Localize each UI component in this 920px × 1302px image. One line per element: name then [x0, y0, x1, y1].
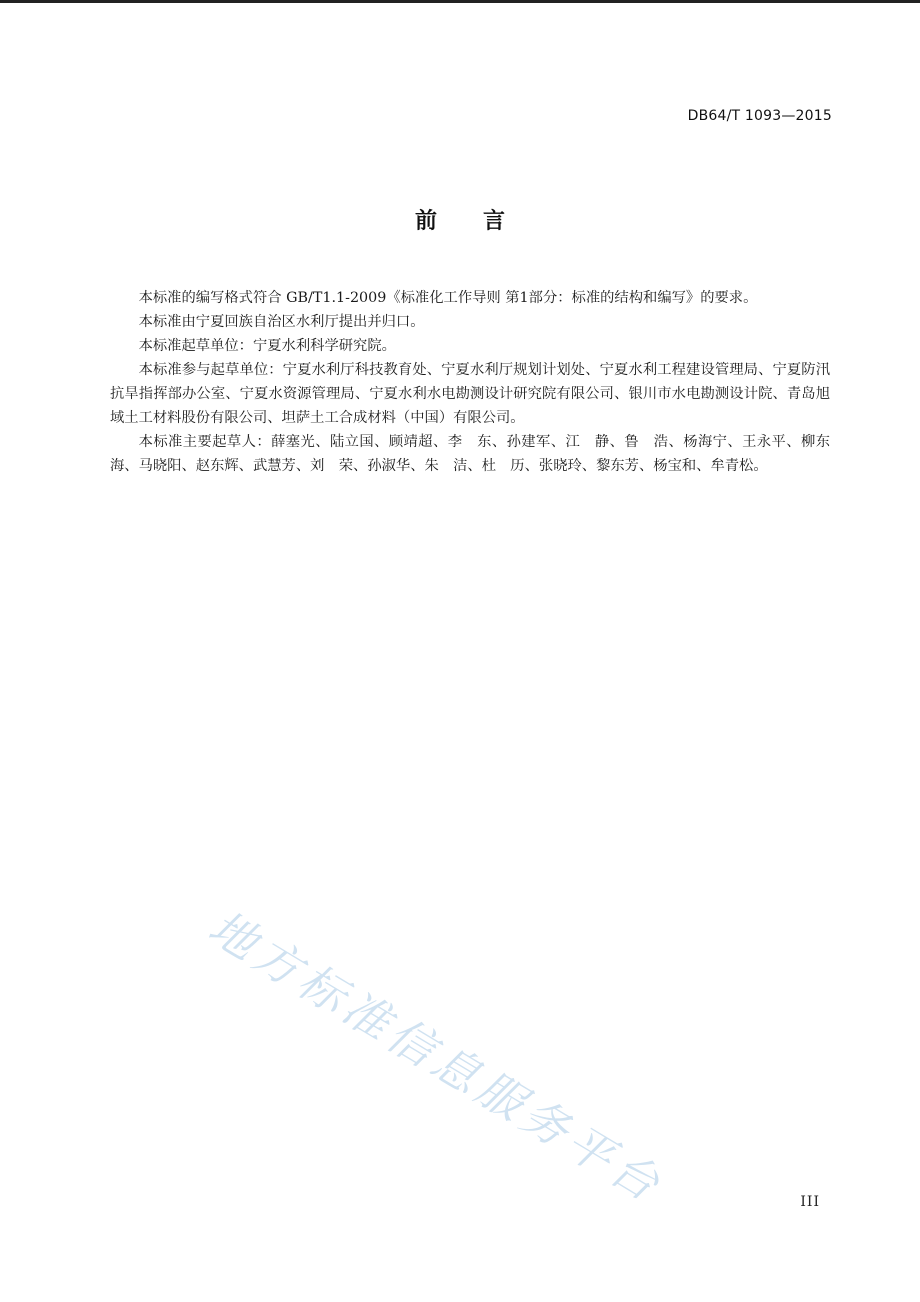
page-number: III — [800, 1194, 820, 1210]
foreword-body — [110, 286, 830, 478]
paragraph-format: 本标准的编写格式符合 GB/T1.1-2009《标准化工作导则 第1部分：标准的结构和编写》的要求。 — [138, 290, 758, 306]
top-rule — [0, 0, 920, 3]
paragraph-drafting-unit: 本标准起草单位：宁夏水利科学研究院。 — [138, 338, 396, 354]
watermark: 地方标准信息服务平台 — [199, 899, 674, 1214]
paragraph-proposer: 本标准由宁夏回族自治区水利厅提出并归口。 — [138, 314, 425, 330]
section-title: 前言 — [414, 209, 551, 234]
paragraph-participating-units: 本标准参与起草单位：宁夏水利厅科技教育处、宁夏水利厅规划计划处、宁夏水利工程建设管理局、宁夏防汛抗旱指挥部办公室、宁夏水资源管理局、宁夏水利水电勘测设计研究院有限公司、银川市水电勘测设计院、青岛旭域土工材料股份有限公司、坦萨土工合成材料（中国）有限公司。 — [110, 362, 830, 426]
paragraph-drafters: 本标准主要起草人：薛塞光、陆立国、顾靖超、李 东、孙建军、江 静、鲁 浩、杨海宁、王永平、柳东海、马晓阳、赵东辉、武慧芳、刘 荣、孙淑华、朱 洁、杜 历、张晓玲、黎东芳、杨宝和、牟青松。 — [110, 434, 830, 474]
document-code: DB64/T 1093—2015 — [687, 108, 832, 124]
